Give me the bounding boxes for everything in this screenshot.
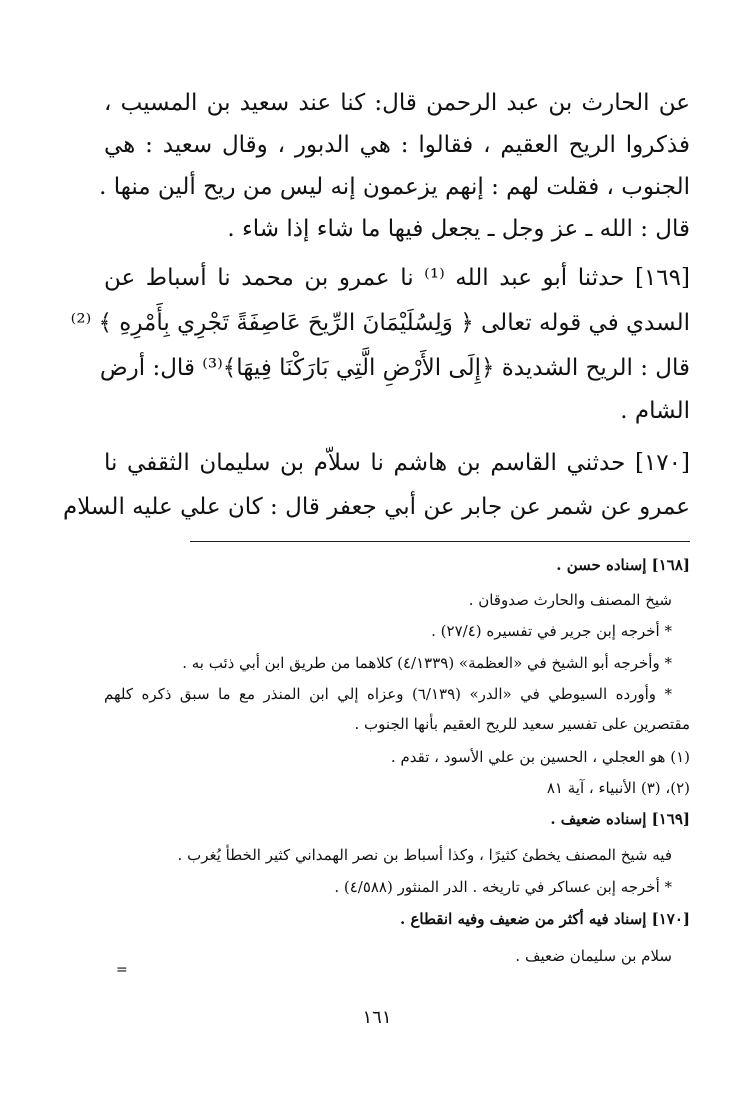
footnote-note: (٢)، (٣) الأنبياء ، آية ٨١: [546, 779, 690, 797]
page-number: ١٦١: [362, 1007, 392, 1028]
footnote-line: سلام بن سليمان ضعيف .: [515, 947, 672, 965]
footnote-line: * وأخرجه أبو الشيخ في «العظمة» (٤/١٣٣٩) كلاهما من طريق ابن أبي ذئب به .: [182, 654, 672, 672]
footnote-line: فيه شيخ المصنف يخطئ كثيرًا ، وكذا أسباط بن نصر الهمداني كثير الخطأ يُغرب .: [177, 846, 672, 864]
footnote-line: * أخرجه إبن جرير في تفسيره (٢٧/٤) .: [431, 622, 672, 640]
footnote-line: * أخرجه إبن عساكر في تاريخه . الدر المنثور (٤/٥٨٨) .: [334, 878, 672, 896]
main-text-line: قال : الريح الشديدة ﴿إِلَى الأَرْضِ الَّتِي بَارَكْنَا فِيهَا﴾⁽³⁾ قال: أرض: [99, 355, 690, 381]
main-text-line: السدي في قوله تعالى ﴿ وَلِسُلَيْمَانَ الرِّيحَ عَاصِفَةً تَجْرِي بِأَمْرِهِ ﴾ ⁽²⁾: [70, 310, 690, 336]
main-text-line: [١٦٩] حدثنا أبو عبد الله ⁽¹⁾ نا عمرو بن محمد نا أسباط عن: [104, 265, 690, 291]
footnote-line: مقتصرين على تفسير سعيد للريح العقيم بأنها الجنوب .: [354, 715, 690, 733]
footnote-heading: [١٦٩] إسناده ضعيف .: [550, 810, 690, 828]
main-text-line: قال : الله ـ عز وجل ـ يجعل فيها ما شاء إذا شاء .: [227, 216, 690, 242]
footnote-separator: [190, 541, 690, 542]
margin-mark: =: [116, 962, 128, 978]
footnote-line: شيخ المصنف والحارث صدوقان .: [468, 591, 672, 609]
main-text-line: [١٧٠] حدثني القاسم بن هاشم نا سلاّم بن سليمان الثقفي نا: [104, 450, 690, 476]
footnote-line: * وأورده السيوطي في «الدر» (٦/١٣٩) وعزاه إلي ابن المنذر مع ما سبق ذكره كلهم: [104, 685, 672, 703]
footnote-heading: [١٧٠] إسناد فيه أكثر من ضعيف وفيه انقطاع .: [400, 910, 690, 928]
main-text-line: عمرو عن شمر عن جابر عن أبي جعفر قال : كان علي عليه السلام: [62, 494, 690, 520]
footnote-note: (١) هو العجلي ، الحسين بن علي الأسود ، تقدم .: [390, 748, 690, 766]
main-text-line: الشام .: [620, 398, 690, 424]
main-text-line: الجنوب ، فقلت لهم : إنهم يزعمون إنه ليس من ريح ألين منها .: [99, 174, 690, 200]
main-text-line: فذكروا الريح العقيم ، فقالوا : هي الدبور ، وقال سعيد : هي: [104, 132, 690, 158]
footnote-heading: [١٦٨] إسناده حسن .: [556, 556, 690, 574]
main-text-line: عن الحارث بن عبد الرحمن قال: كنا عند سعيد بن المسيب ،: [104, 90, 690, 116]
